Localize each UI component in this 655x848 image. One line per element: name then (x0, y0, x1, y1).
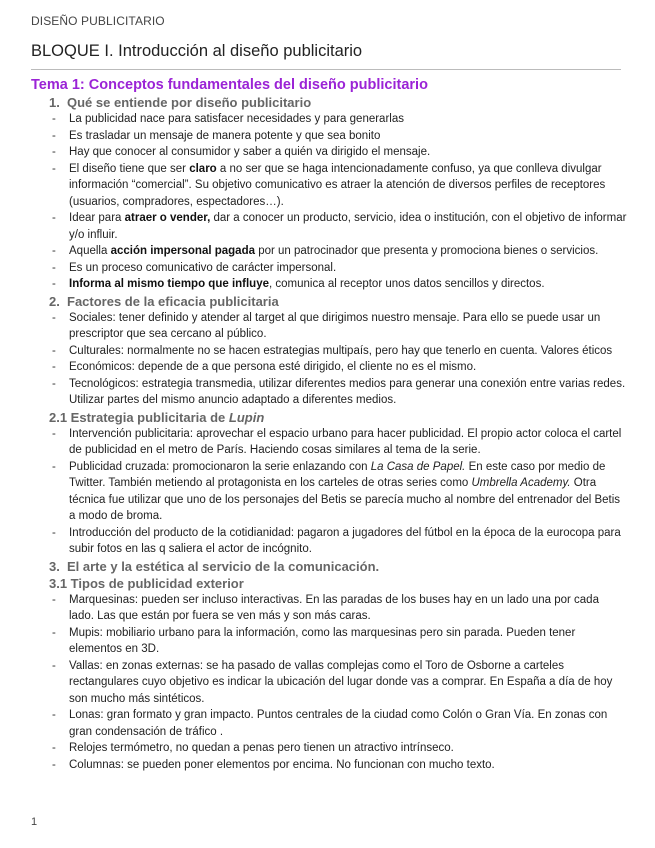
text-run: En este caso por medio de Twitter. También metiendo al protagonista en los carteles de otras series como (69, 460, 606, 489)
list-item (31, 310, 627, 343)
list-item (31, 161, 627, 211)
text-run: Columnas: se pueden poner elementos por encima. No funcionan con mucho texto. (69, 758, 495, 771)
list-item (31, 144, 627, 161)
section-title: El arte y la estética al servicio de la comunicación. (67, 558, 380, 574)
list-item (31, 707, 627, 740)
section-heading (49, 293, 627, 310)
text-run: , comunica al receptor unos datos sencillos y directos. (269, 278, 545, 290)
section-number: 3. (49, 558, 60, 574)
topic-heading: Tema 1: Conceptos fundamentales del diseño publicitario (31, 77, 428, 93)
document-body (31, 76, 627, 773)
list-item (31, 592, 627, 625)
text-run: Idear para (69, 212, 125, 224)
list-item (31, 757, 627, 774)
section-heading (49, 409, 627, 426)
text-run: Económicos: depende de a que persona esté dirigido, el cliente no es el mismo. (69, 361, 477, 373)
list-item (31, 343, 627, 360)
section-number: 2. (49, 293, 60, 309)
text-run: Vallas: en zonas externas: se ha pasado de vallas complejas como el Toro de Osborne a carteles rectangulares cuyo objetivo es indicar la ubicación del lugar donde vas a comprar. En España a día de hoy son mucho más sintéticos. (69, 659, 613, 705)
list-item (31, 658, 627, 708)
bold-text: Informa al mismo tiempo que influye (69, 278, 270, 290)
list-item (31, 376, 627, 409)
section-title-emphasis: Lupin (228, 409, 265, 425)
section-heading (49, 94, 627, 111)
section-heading (49, 558, 627, 575)
bullet-list (31, 111, 627, 293)
list-item (31, 459, 627, 525)
text-run: Aquella (69, 245, 111, 257)
text-run: Es un proceso comunicativo de carácter impersonal. (69, 261, 337, 274)
list-item (31, 525, 627, 558)
bullet-list (31, 310, 627, 409)
italic-text: Umbrella Academy. (471, 477, 571, 489)
text-run: Publicidad cruzada: promocionaron la serie enlazando con (69, 460, 371, 473)
section-title: Factores de la eficacia publicitaria (67, 293, 279, 309)
text-run: Mupis: mobiliario urbano para la información, como las marquesinas pero sin parada. Pueden tener elementos en 3D. (69, 626, 576, 655)
list-item (31, 426, 627, 459)
text-run: Sociales: tener definido y atender al target al que dirigimos nuestro mensaje. Para ello se puede usar un prescriptor que sea cercano al público. (69, 311, 601, 340)
bold-text: claro (189, 162, 217, 175)
page-number: 1 (31, 816, 38, 828)
text-run: Introducción del producto de la cotidianidad: pagaron a jugadores del fútbol en la época de la eurocopa para subir fotos en las q saliera el actor de incógnito. (69, 526, 621, 555)
section-title: 2.1 Estrategia publicitaria de (49, 409, 229, 425)
list-item (31, 111, 627, 128)
text-run: dar a conocer un producto, servicio, idea o institución, con el objetivo de informar y/o influir. (69, 212, 627, 241)
title-divider (31, 69, 621, 70)
list-item (31, 210, 627, 243)
bold-text: atraer o vender, (124, 212, 211, 224)
text-run: Culturales: normalmente no se hacen estrategias multipaís, pero hay que tenerlo en cuenta. Valores éticos (69, 344, 613, 357)
text-run: Hay que conocer al consumidor y saber a quién va dirigido el mensaje. (69, 146, 431, 158)
block-title: BLOQUE I. Introducción al diseño publicitario (31, 42, 363, 60)
list-item (31, 359, 627, 376)
text-run: Lonas: gran formato y gran impacto. Puntos centrales de la ciudad como Colón o Gran Vía. En zonas con gran condensación de tráfico . (69, 709, 608, 738)
text-run: a no ser que se haga intencionadamente confuso, ya que conlleva divulgar información “comercial”. Su objetivo comunicativo es atraer la atención de diversos perfiles de receptores (usuarios, compradores, espectadores…). (69, 162, 606, 208)
text-run: Tecnológicos: estrategia transmedia, utilizar diferentes medios para generar una conexión entre varias redes. Utilizar partes del mismo anuncio adaptado a diferentes medios. (69, 377, 626, 406)
text-run: El diseño tiene que ser (69, 162, 190, 175)
text-run: Intervención publicitaria: aprovechar el espacio urbano para hacer publicidad. El propio actor coloca el cartel de publicidad en el metro de París. Haciendo cosas similares al tema de la serie. (69, 427, 622, 456)
bullet-list (31, 426, 627, 558)
list-item (31, 276, 627, 293)
section-title: Qué se entiende por diseño publicitario (67, 95, 312, 110)
section-heading (49, 575, 627, 592)
section-number: 1. (49, 95, 60, 110)
text-run: Marquesinas: pueden ser incluso interactivas. En las paradas de los buses hay en un lado una por cada lado. Las que están por fuera se ven más y son más caras. (69, 593, 599, 622)
text-run: por un patrocinador que presenta y promociona bienes o servicios. (255, 245, 599, 257)
text-run: Otra técnica fue utilizar que uno de los personajes del Betis se parecía mucho al nombre del entrenador del Betis a modo de broma. (69, 477, 621, 522)
list-item (31, 243, 627, 260)
document-header: DISEÑO PUBLICITARIO (31, 14, 165, 28)
italic-text: La Casa de Papel. (370, 460, 466, 473)
list-item (31, 625, 627, 658)
bullet-list (31, 592, 627, 774)
list-item (31, 128, 627, 145)
text-run: Es trasladar un mensaje de manera potente y que sea bonito (69, 129, 381, 142)
text-run: Relojes termómetro, no quedan a penas pero tienen un atractivo intrínseco. (69, 742, 454, 754)
text-run: La publicidad nace para satisfacer necesidades y para generarlas (69, 113, 404, 125)
list-item (31, 740, 627, 757)
sections-container (31, 94, 627, 773)
list-item (31, 260, 627, 277)
bold-text: acción impersonal pagada (110, 245, 255, 257)
section-title: 3.1 Tipos de publicidad exterior (49, 575, 244, 591)
